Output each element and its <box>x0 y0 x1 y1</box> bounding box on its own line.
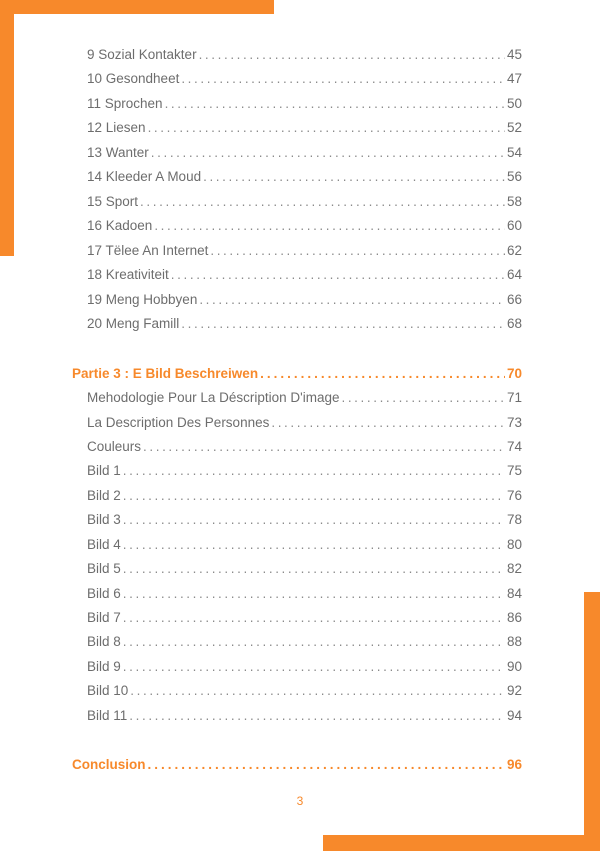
dot-leader <box>123 584 505 604</box>
toc-entry-page: 82 <box>506 561 522 576</box>
toc-entry[interactable] <box>87 535 522 555</box>
toc-entry-page: 94 <box>506 708 522 723</box>
toc-entry-page: 62 <box>506 243 522 258</box>
toc-entry-label: Bild 9 <box>87 659 121 674</box>
toc-entry-label: Bild 7 <box>87 610 121 625</box>
toc-entry-page: 56 <box>506 169 522 184</box>
toc-entry-label: 11 Sprochen <box>87 96 163 111</box>
toc-entry[interactable] <box>87 413 522 433</box>
dot-leader <box>123 486 505 506</box>
toc-entry[interactable] <box>87 437 522 457</box>
toc-entry[interactable] <box>87 681 522 701</box>
toc-entry-page: 90 <box>506 659 522 674</box>
toc-entry-page: 88 <box>506 634 522 649</box>
toc-entry-label: 18 Kreativiteit <box>87 267 169 282</box>
dot-leader <box>181 314 505 334</box>
toc-section-label: Conclusion <box>72 757 146 772</box>
toc-entry[interactable] <box>87 461 522 481</box>
toc-entry-label: 15 Sport <box>87 194 139 209</box>
dot-leader <box>260 364 505 384</box>
toc-entry[interactable] <box>87 45 522 65</box>
dot-leader <box>199 290 505 310</box>
toc-section-page: 96 <box>506 757 522 772</box>
toc-entry-page: 64 <box>506 267 522 282</box>
toc-entry[interactable] <box>87 559 522 579</box>
toc-entry[interactable] <box>87 167 522 187</box>
dot-leader <box>151 143 505 163</box>
toc-entry-label: 20 Meng Famill <box>87 316 180 331</box>
toc-entry-page: 84 <box>506 586 522 601</box>
toc-entry-label: Mehodologie Pour La Déscription D'image <box>87 390 340 405</box>
toc-entry-page: 60 <box>506 218 522 233</box>
toc-entry[interactable] <box>87 143 522 163</box>
dot-leader <box>140 192 505 212</box>
toc-entry-label: Bild 4 <box>87 537 121 552</box>
orange-corner-bar-bottom <box>323 835 600 851</box>
toc-entry-page: 45 <box>506 47 522 62</box>
toc-entry[interactable] <box>87 192 522 212</box>
toc-entry-label: 12 Liesen <box>87 120 146 135</box>
toc-entry-page: 92 <box>506 683 522 698</box>
dot-leader <box>123 461 505 481</box>
toc-entry-page: 80 <box>506 537 522 552</box>
toc-entry[interactable] <box>87 510 522 530</box>
dot-leader <box>271 413 505 433</box>
toc-entry-label: Bild 10 <box>87 683 129 698</box>
toc-entry-label: 19 Meng Hobbyen <box>87 292 198 307</box>
dot-leader <box>143 437 505 457</box>
orange-side-bar-left <box>0 0 14 256</box>
toc-entry-page: 50 <box>506 96 522 111</box>
toc-entry-label: 14 Kleeder A Moud <box>87 169 202 184</box>
dot-leader <box>148 755 505 775</box>
dot-leader <box>148 118 505 138</box>
dot-leader <box>165 94 505 114</box>
toc-entry-page: 58 <box>506 194 522 209</box>
toc-entry-page: 71 <box>506 390 522 405</box>
toc-entry-label: Bild 11 <box>87 708 128 723</box>
dot-leader <box>123 559 505 579</box>
dot-leader <box>199 45 505 65</box>
dot-leader <box>171 265 505 285</box>
toc-entry-page: 52 <box>506 120 522 135</box>
toc-section-page: 70 <box>506 366 522 381</box>
toc-entry-label: Bild 6 <box>87 586 121 601</box>
orange-corner-bar-top <box>0 0 274 14</box>
toc-entry-page: 76 <box>506 488 522 503</box>
toc-entry[interactable] <box>87 706 522 726</box>
dot-leader <box>123 608 505 628</box>
dot-leader <box>123 632 505 652</box>
toc-entry[interactable] <box>87 265 522 285</box>
toc-entry[interactable] <box>87 486 522 506</box>
toc-entry[interactable] <box>87 388 522 408</box>
dot-leader <box>123 510 505 530</box>
toc-entry-page: 68 <box>506 316 522 331</box>
dot-leader <box>129 706 505 726</box>
dot-leader <box>130 681 505 701</box>
dot-leader <box>210 241 505 261</box>
toc-section-heading[interactable] <box>72 364 522 384</box>
toc-entry[interactable] <box>87 584 522 604</box>
toc-section-label: Partie 3 : E Bild Beschreiwen <box>72 366 259 381</box>
toc-entry[interactable] <box>87 241 522 261</box>
page-number: 3 <box>296 794 304 808</box>
toc-entry[interactable] <box>87 216 522 236</box>
toc-entry-page: 73 <box>506 415 522 430</box>
toc-entry[interactable] <box>87 69 522 89</box>
toc-entry[interactable] <box>87 314 522 334</box>
toc-entry-page: 66 <box>506 292 522 307</box>
toc-entry[interactable] <box>87 632 522 652</box>
toc-entry-page: 74 <box>506 439 522 454</box>
toc-entry-page: 78 <box>506 512 522 527</box>
toc-section-heading[interactable] <box>72 755 522 775</box>
toc-entry[interactable] <box>87 290 522 310</box>
toc-entry-label: 9 Sozial Kontakter <box>87 47 197 62</box>
toc-entry-label: Couleurs <box>87 439 142 454</box>
dot-leader <box>123 535 505 555</box>
dot-leader <box>123 657 505 677</box>
toc-entry-label: 16 Kadoen <box>87 218 153 233</box>
toc-entry-page: 86 <box>506 610 522 625</box>
toc-entry-label: 17 Tëlee An Internet <box>87 243 209 258</box>
dot-leader <box>154 216 505 236</box>
toc-entry-page: 54 <box>506 145 522 160</box>
toc-entry-label: 13 Wanter <box>87 145 149 160</box>
toc-entry[interactable] <box>87 657 522 677</box>
orange-side-bar-right <box>584 592 600 851</box>
dot-leader <box>181 69 505 89</box>
toc-entry[interactable] <box>87 118 522 138</box>
toc-entry-label: Bild 1 <box>87 463 121 478</box>
toc-entry-label: Bild 3 <box>87 512 121 527</box>
toc-entry-page: 47 <box>506 71 522 86</box>
toc-entry-label: Bild 8 <box>87 634 121 649</box>
toc-entry-label: La Description Des Personnes <box>87 415 270 430</box>
dot-leader <box>203 167 505 187</box>
toc-entry[interactable] <box>87 94 522 114</box>
dot-leader <box>341 388 505 408</box>
toc-entry[interactable] <box>87 608 522 628</box>
toc-entry-label: 10 Gesondheet <box>87 71 180 86</box>
toc-entry-label: Bild 2 <box>87 488 121 503</box>
toc-entry-page: 75 <box>506 463 522 478</box>
toc-entry-label: Bild 5 <box>87 561 121 576</box>
